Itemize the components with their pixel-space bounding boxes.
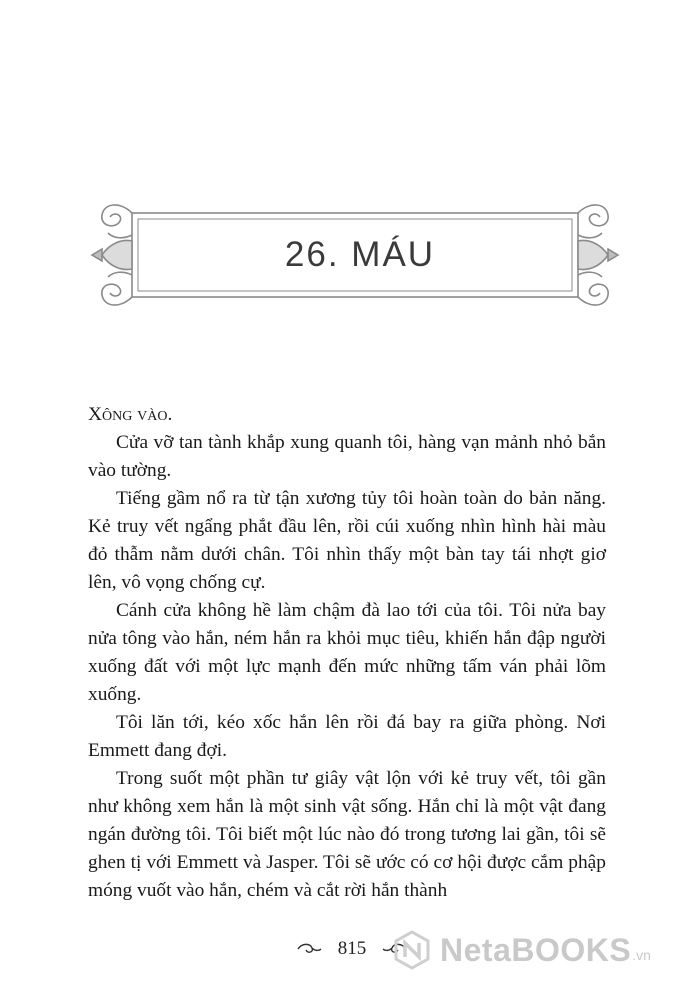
- paragraph: Tiếng gầm nổ ra từ tận xương tủy tôi hoàn toàn do bản năng. Kẻ truy vết ngẩng phắt đầu lên, rồi cúi xuống nhìn hình hài màu đỏ thẫm nằm dưới chân. Tôi nhìn thấy một bàn tay tái nhợt giơ lên, vô vọng chống cự.: [88, 488, 606, 593]
- left-flourish-icon: [296, 942, 322, 956]
- paragraph: Cửa vỡ tan tành khắp xung quanh tôi, hàng vạn mảnh nhỏ bắn vào tường.: [88, 432, 606, 481]
- paragraph: Xông vào.: [88, 404, 173, 425]
- watermark-suffix: .vn: [632, 947, 651, 963]
- paragraph: Tôi lăn tới, kéo xốc hắn lên rồi đá bay ra giữa phòng. Nơi Emmett đang đợi.: [88, 712, 606, 761]
- paragraph: Cánh cửa không hề làm chậm đà lao tới của tôi. Tôi nửa bay nửa tông vào hắn, ném hắn ra khỏi mục tiêu, khiến hắn đập người xuống đất với một lực mạnh đến mức những tấm ván phải lõm xuống.: [88, 600, 606, 705]
- watermark: [392, 930, 651, 970]
- page-footer: [0, 930, 700, 970]
- page-number: 815: [337, 938, 367, 959]
- watermark-brand: NetaBOOKS: [440, 931, 632, 968]
- chapter-title: 26. MÁU: [284, 235, 436, 274]
- netabooks-logo-icon: [392, 930, 432, 970]
- paragraph: Trong suốt một phần tư giây vật lộn với kẻ truy vết, tôi gần như không xem hắn là một sinh vật sống. Hắn chỉ là một vật đang ngán đường tôi. Tôi biết một lúc nào đó trong tương lai gần, tôi sẽ ghen tị với Emmett và Jasper. Tôi sẽ ước có cơ hội được cắm phập móng vuốt vào hắn, chém và cắt rời hắn thành: [88, 768, 606, 901]
- chapter-title-frame: [90, 193, 620, 317]
- chapter-body: [88, 401, 606, 905]
